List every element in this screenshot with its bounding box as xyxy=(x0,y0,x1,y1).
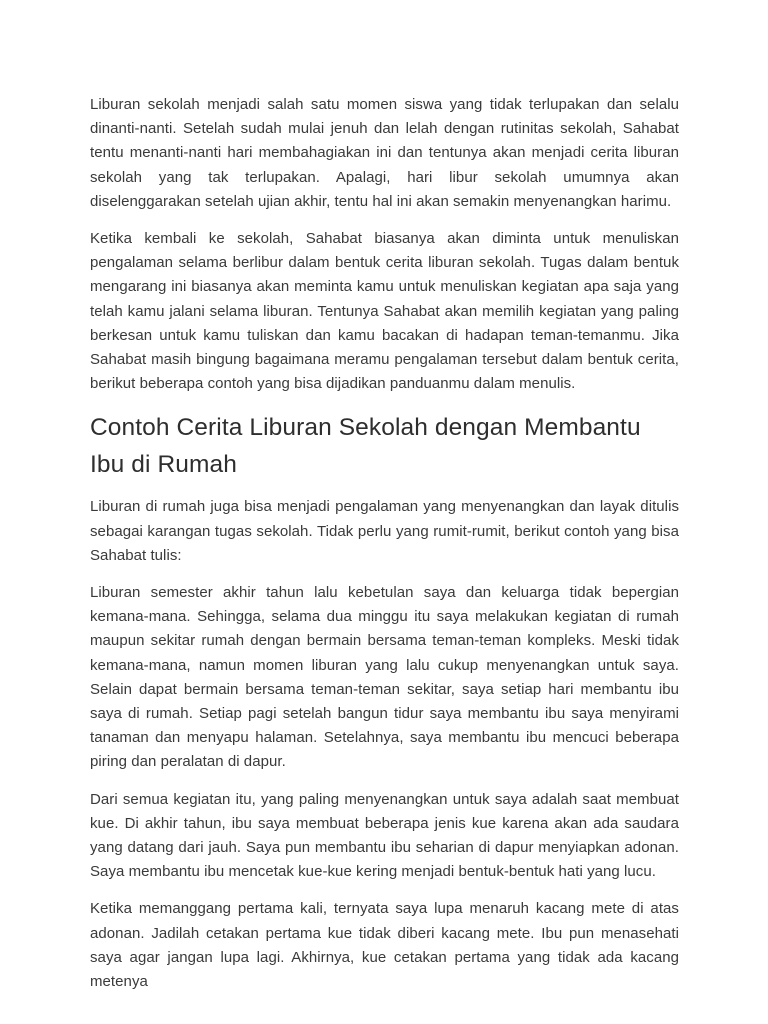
paragraph-story-baking: Dari semua kegiatan itu, yang paling menyenangkan untuk saya adalah saat membuat kue. Di akhir tahun, ibu saya membuat beberapa jenis kue karena akan ada saudara yang datang dari jauh. Saya pun membantu ibu seharian di dapur menyiapkan adonan. Saya membantu ibu mencetak kue-kue kering menjadi bentuk-bentuk hati yang lucu. xyxy=(90,790,679,881)
paragraph-story-cashew: Ketika memanggang pertama kali, ternyata saya lupa menaruh kacang mete di atas adonan. Jadilah cetakan pertama kue tidak diberi kacang mete. Ibu pun menasehati saya agar jangan lupa lagi. Akhirnya, kue cetakan pertama yang tidak ada kacang metenya xyxy=(90,900,679,991)
paragraph-story-home: Liburan semester akhir tahun lalu kebetulan saya dan keluarga tidak bepergian kemana-mana. Sehingga, selama dua minggu itu saya melakukan kegiatan di rumah maupun sekitar rumah dengan bermain bersama teman-teman kompleks. Meski tidak kemana-mana, namun momen liburan yang lalu cukup menyenangkan untuk saya. Selain dapat bermain bersama teman-teman sekitar, saya setiap hari membantu ibu saya di rumah. Setiap pagi setelah bangun tidur saya membantu ibu saya menyirami tanaman dan menyapu halaman. Setelahnya, saya membantu ibu mencuci beberapa piring dan peralatan di dapur. xyxy=(90,584,679,771)
document-page xyxy=(90,93,679,1007)
paragraph-intro: Liburan sekolah menjadi salah satu momen siswa yang tidak terlupakan dan selalu dinanti-nanti. Setelah sudah mulai jenuh dan lelah dengan rutinitas sekolah, Sahabat tentu menanti-nanti hari membahagiakan ini dan tentunya akan menjadi cerita liburan sekolah yang tak terlupakan. Apalagi, hari libur sekolah umumnya akan diselenggarakan setelah ujian akhir, tentu hal ini akan semakin menyenangkan harimu. xyxy=(90,96,679,210)
paragraph-writing-task: Ketika kembali ke sekolah, Sahabat biasanya akan diminta untuk menuliskan pengalaman selama berlibur dalam bentuk cerita liburan sekolah. Tugas dalam bentuk mengarang ini biasanya akan meminta kamu untuk menuliskan kegiatan apa saja yang telah kamu jalani selama liburan. Tentunya Sahabat akan memilih kegiatan yang paling berkesan untuk kamu tuliskan dan kamu bacakan di hadapan teman-temanmu. Jika Sahabat masih bingung bagaimana meramu pengalaman tersebut dalam bentuk cerita, berikut beberapa contoh yang bisa dijadikan panduanmu dalam menulis. xyxy=(90,230,679,393)
section-heading: Contoh Cerita Liburan Sekolah dengan Membantu Ibu di Rumah xyxy=(90,414,641,479)
paragraph-section-intro: Liburan di rumah juga bisa menjadi pengalaman yang menyenangkan dan layak ditulis sebagai karangan tugas sekolah. Tidak perlu yang rumit-rumit, berikut contoh yang bisa Sahabat tulis: xyxy=(90,498,679,564)
